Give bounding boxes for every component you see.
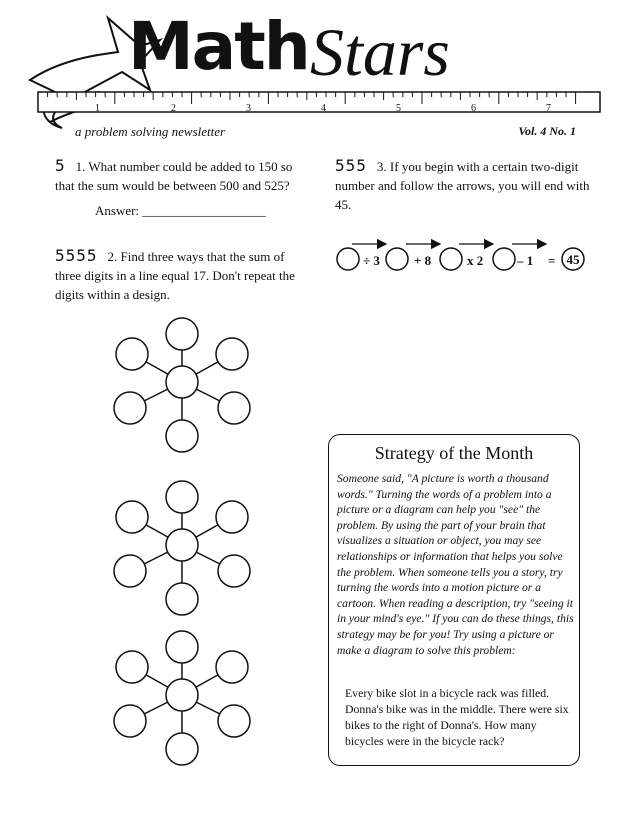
- digit-circle[interactable]: [166, 481, 198, 513]
- title-stars: Stars: [310, 14, 450, 90]
- tagline: a problem solving newsletter: [75, 124, 226, 139]
- volume-number: Vol. 4 No. 1: [518, 124, 576, 138]
- digit-circle[interactable]: [218, 555, 250, 587]
- strategy-text: Someone said, "A picture is worth a thousand words." Turning the words of a problem into a picture or a diagram can help you "see" the problem. By using the part of your brain that visualizes a situation or object, you may see relationships or information that helps you solve the problem. When someone tells you a story, try turning the words into a motion picture or a cartoon. When reading a description, try "seeing it in your mind's eye." If you can do these things, this strategy may be for you! Try using a picture or make a diagram to solve this problem:: [337, 472, 574, 657]
- problem-2-text: 2. Find three ways that the sum of three digits in a line equal 17. Don't repeat the digits within a design.: [55, 249, 295, 302]
- ruler-number: 2: [171, 103, 176, 114]
- blank-circle[interactable]: [440, 248, 462, 270]
- ruler-number: 4: [321, 103, 326, 114]
- operation-label: ÷ 3: [363, 253, 380, 268]
- digit-circle[interactable]: [216, 338, 248, 370]
- center-digit-circle[interactable]: [166, 366, 198, 398]
- problem-1-text: 1. What number could be added to 150 so that the sum would be between 500 and 525?: [55, 159, 293, 193]
- problem-3: [335, 156, 600, 214]
- digit-circle[interactable]: [218, 705, 250, 737]
- blank-circle[interactable]: [337, 248, 359, 270]
- difficulty-stars: 5: [55, 156, 66, 175]
- ruler-number: 3: [246, 103, 251, 114]
- title-math: Math: [128, 8, 309, 85]
- digit-circle[interactable]: [116, 501, 148, 533]
- digit-design: [114, 631, 250, 765]
- operation-label: + 8: [414, 253, 432, 268]
- strategy-problem: Every bike slot in a bicycle rack was filled. Donna's bike was in the middle. There were six bikes to the right of Donna's. How many bicycles were in the bicycle rack?: [345, 686, 569, 748]
- result-value: 45: [566, 252, 580, 267]
- digit-circle[interactable]: [166, 420, 198, 452]
- center-digit-circle[interactable]: [166, 529, 198, 561]
- digit-circle[interactable]: [216, 651, 248, 683]
- difficulty-stars: 555: [335, 156, 367, 175]
- problem-3-text: 3. If you begin with a certain two-digit number and follow the arrows, you will end with 45.: [335, 159, 590, 212]
- digit-circle[interactable]: [216, 501, 248, 533]
- blank-circle[interactable]: [493, 248, 515, 270]
- digit-circle[interactable]: [166, 631, 198, 663]
- ruler-number: 6: [471, 103, 476, 114]
- digit-circle[interactable]: [166, 733, 198, 765]
- digit-circle[interactable]: [166, 583, 198, 615]
- ruler-number: 7: [546, 103, 551, 114]
- strategy-box: [328, 434, 580, 766]
- digit-circle[interactable]: [114, 705, 146, 737]
- digit-circle[interactable]: [114, 555, 146, 587]
- digit-circle[interactable]: [116, 651, 148, 683]
- problem-1-answer-line[interactable]: Answer: ___________________: [95, 203, 266, 218]
- digit-circle[interactable]: [166, 318, 198, 350]
- problem-2: [55, 246, 305, 304]
- digit-circle[interactable]: [218, 392, 250, 424]
- strategy-title: Strategy of the Month: [374, 443, 534, 463]
- digit-circle[interactable]: [114, 392, 146, 424]
- difficulty-stars: 5555: [55, 246, 98, 265]
- operation-label: x 2: [467, 253, 484, 268]
- equals-sign: =: [548, 253, 556, 268]
- ruler-labels: [0, 0, 638, 130]
- digit-designs: [100, 300, 270, 780]
- digit-design: [114, 481, 250, 615]
- digit-circle[interactable]: [116, 338, 148, 370]
- ruler-number: 1: [95, 103, 100, 114]
- operation-label: – 1: [517, 253, 534, 268]
- blank-circle[interactable]: [386, 248, 408, 270]
- ruler-number: 5: [396, 103, 401, 114]
- digit-design: [114, 318, 250, 452]
- problem-1: [55, 156, 315, 195]
- center-digit-circle[interactable]: [166, 679, 198, 711]
